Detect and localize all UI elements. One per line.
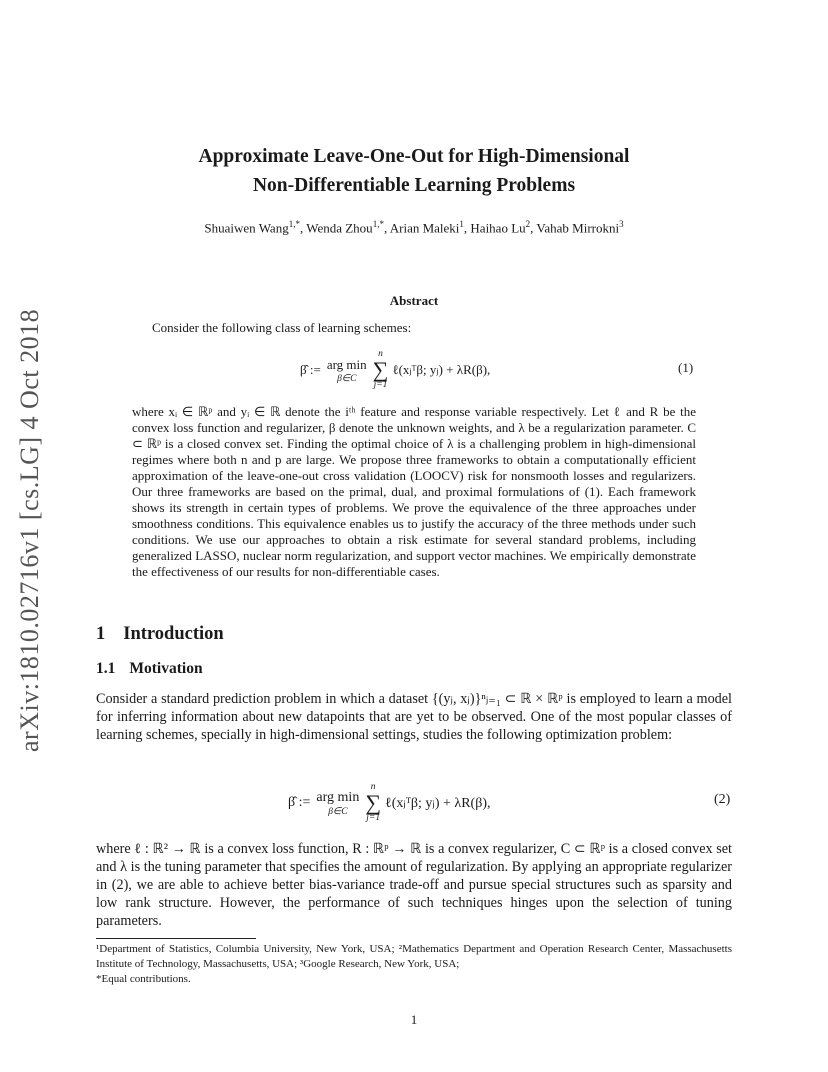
equation-1 [300,345,490,395]
summation-operator [373,349,389,391]
author-list: Shuaiwen Wang$^{1,*}$, Wenda Zhou$^{1,*}$, Arian Maleki$^1$, Haihao Lu$^2$, Vahab Mirrokni$^3$ [204,219,624,236]
argmin-label: arg min [316,789,360,805]
abstract-body [132,404,696,580]
argmin-operator [316,790,359,817]
abstract-heading: Abstract [389,293,439,308]
section-heading [96,624,224,645]
subsection-heading [96,660,203,678]
footnotes [96,942,732,987]
sum-upper-limit: n [370,782,376,792]
paper-title [120,142,708,200]
footnote-divider [96,938,256,939]
sum-upper-limit: n [378,349,383,359]
argmin-subscript: β∈C [328,806,348,817]
page-number: 1 [410,1012,418,1027]
sum-lower-limit: j=1 [373,380,388,390]
equation-number: (2) [714,792,731,807]
author-affiliation: 2 [525,219,531,229]
equation-body: ℓ(xⱼᵀβ; yⱼ) + λR(β), [392,362,491,377]
author-affiliation: 1,* [288,219,300,229]
sum-lower-limit: j=1 [366,813,381,823]
author-name: Haihao Lu [470,220,526,236]
abstract-intro: Consider the following class of learning schemes: [152,320,412,335]
equation-number: (1) [678,360,694,375]
sigma-symbol: ∑ [365,790,382,815]
section-title: Introduction [123,624,224,644]
author-name: Vahab Mirrokni [536,220,620,236]
equation-body: ℓ(xⱼᵀβ; yⱼ) + λR(β), [385,795,491,811]
argmin-subscript: β∈C [337,373,357,384]
equation-2 [288,778,491,828]
title-line-2: Non-Differentiable Learning Problems [252,175,576,196]
summation-operator [365,782,381,824]
subsection-title: Motivation [129,660,203,677]
author-affiliation: 1 [459,219,464,229]
equation-lhs: β̂ := [288,795,311,810]
title-line-1: Approximate Leave-One-Out for High-Dimensional [198,146,630,167]
author-name: Arian Maleki [389,220,460,236]
author-affiliation: 1,* [372,219,384,229]
author-name: Shuaiwen Wang [204,220,289,236]
argmin-label: arg min [326,356,367,372]
section-number: 1 [96,624,106,644]
footnote-affiliations: ¹Department of Statistics, Columbia University, New York, USA; ²Mathematics Department and Operation Research Center, Massachusetts Institute of Technology, Massachusetts, USA; ³Google Research, New York, USA; [96,943,732,970]
abstract-paragraph: where xᵢ ∈ ℝᵖ and yᵢ ∈ ℝ denote the iᵗʰ feature and response variable respectively. Let ℓ and R be the convex loss function and regularizer, β denote the unknown weights, and λ be a regularization parameter. C ⊂ ℝᵖ is a closed convex set. Finding the optimal choice of λ is a challenging problem in high-dimensional regimes where both n and p are large. We propose three frameworks to obtain a computationally efficient approximation of the leave-one-out cross validation (LOOCV) risk for nonsmooth losses and regularizers. Our three frameworks are based on the primal, dual, and proximal formulations of (1). Each framework shows its strength in certain types of problems. We prove the equivalence of the three approaches under smoothness conditions. This equivalence enables us to justify the accuracy of the three methods under such conditions. We use our approaches to obtain a risk estimate for several standard problems, including generalized LASSO, nuclear norm regularization, and support vector machines. We empirically demonstrate the effectiveness of our results for non-differentiable cases. [132,404,696,579]
subsection-number: 1.1 [96,660,116,677]
arxiv-identifier: arXiv:1810.02716v1 [cs.LG] 4 Oct 2018 [15,308,44,752]
author-affiliation: 3 [619,219,624,229]
argmin-operator [327,357,367,384]
author-name: Wenda Zhou [306,220,373,236]
sigma-symbol: ∑ [372,357,389,382]
footnote-equal-contribution: *Equal contributions. [96,973,191,985]
paragraph-regularization: where ℓ : ℝ² → ℝ is a convex loss function, R : ℝᵖ → ℝ is a convex regularizer, C ⊂ ℝᵖ is a closed convex set and λ is the tuning parameter that specifies the amount of regularization. By applying an appropriate regularizer in (2), we are able to achieve better bias-variance trade-off and pursue special structures such as sparsity and low rank structure. However, the performance of such techniques hinges upon the selection of tuning parameters. [96,841,732,929]
equation-lhs: β̂ := [300,362,321,377]
paragraph-motivation: Consider a standard prediction problem in which a dataset {(yⱼ, xⱼ)}ⁿⱼ₌₁ ⊂ ℝ × ℝᵖ is employed to learn a model for inferring information about new datapoints that are yet to be observed. One of the most popular classes of learning schemes, specially in high-dimensional settings, studies the following optimization problem: [96,691,732,743]
